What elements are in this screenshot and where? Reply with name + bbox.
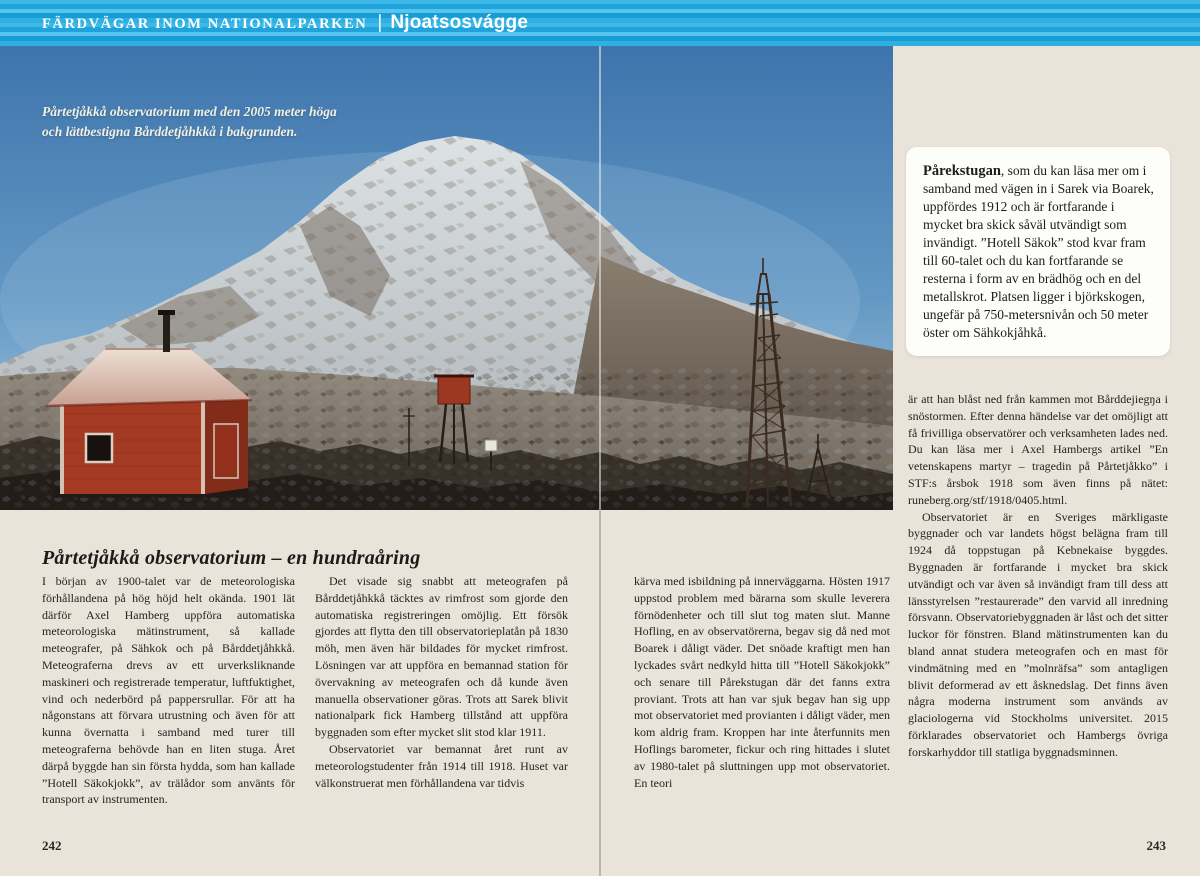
hut-door: [214, 424, 238, 478]
text-column-1: [42, 573, 295, 851]
photo-caption-line1: Pårtetjåkkå observatorium med den 2005 meter höga: [42, 104, 337, 119]
paragraph: Det visade sig snabbt att meteografen på Bårddetjåhkkå täcktes av rimfrost som gjorde den automatiska registreringen omöjlig. Ett försök gjordes att flytta den till observatorieplatån på 1830 möh, men även här bildades för mycket rimfrost. Lösningen var att uppföra en bemannad station för övervakning av meteografen och då kunde även manuella observationer göras. Trots att Sarek blivit nationalpark fick Hamberg tillstånd att uppföra byggnaden som efter mycket slit stod klar 1911.: [315, 574, 568, 740]
infobox-paragraph: [923, 162, 1154, 342]
parekstugan-infobox: [906, 147, 1170, 356]
hut-window: [86, 434, 112, 462]
article-heading: Pårtetjåkkå observatorium – en hundraåring: [42, 547, 421, 570]
section-header-text: [0, 12, 528, 34]
paragraph: I början av 1900-talet var de meteorologiska förhållandena på hög höjd helt okända. 1901 lät därför Axel Hamberg uppföra automatiska meteorologiska mätinstrument, så kallade meteografer, på Sähkok och på Bårddetjåhkkå. Meteograferna drevs av ett urverksliknande maskineri och registrerade temperatur, luftfuktighet, vind och nederbörd på pappersrullar. För att ha någonstans att förvara utrustning och även för att kunna övernatta i samband med turer till meteograferna behövde han en liten stuga. Året därpå byggde han sin första hydda, som han kallade ”Hotell Säkokjokk”, av trälådor som använts för transport av instrumenten.: [42, 574, 295, 807]
page-number-right: 243: [1146, 838, 1166, 853]
page-gutter-over-photo: [599, 46, 601, 510]
text-column-4: [908, 391, 1168, 839]
infobox-body: , som du kan läsa mer om i samband med vägen in i Sarek via Boarek, uppfördes 1912 och är fortfarande i mycket bra skick såväl utvändigt som invändigt. ”Hotell Säkok” stod kvar fram till 60-talet och du kan fortfarande se resterna i form av en brädhög och en del metallskrot. Platsen ligger i björkskogen, ungefär på 750-metersnivån och 50 meter öster om Sähkokjåhkå.: [923, 163, 1154, 340]
text-column-2: [315, 573, 568, 851]
photo-caption: [42, 102, 462, 143]
header-valley-name: Njoatsosvágge: [390, 12, 529, 33]
infobox-lead: Pårekstugan: [923, 163, 1001, 179]
paragraph: är att han blåst ned från kammen mot Bårddejiegŋa i snöstormen. Efter denna händelse var det omöjligt att få frivilliga observatörer och verksamheten lades ned. Du kan läsa mer i Axel Hambergs artikel ”En vetenskapens martyr – tragedin på Pårtetjåkko” i STF:s årsbok 1918 som även finns på nätet: runeberg.org/stf/1918/0405.html.: [908, 392, 1168, 507]
paragraph: Observatoriet var bemannat året runt av meteorologstudenter från 1914 till 1918. Huset var välkonstruerat men förhållandena var tidvis: [315, 741, 568, 790]
text-column-3: [634, 573, 890, 851]
paragraph: kärva med isbildning på innerväggarna. Hösten 1917 uppstod problem med bärarna som skulle leverera förnödenheter och till slut tog maten slut. Manne Hofling, en av observatörerna, begav sig då ned mot Boarek i dåligt väder. Det snöade kraftigt men han lyckades svårt nedkyld hitta till ”Hotell Säkokjokk” och senare till Pårekstugan där det fanns extra proviant. Trots att han var sjuk begav han sig upp mot observatoriet med provianten i dåligt väder, men kom aldrig fram. Kroppen har inte återfunnits men Hoflings barometer, fickur och ring hittades i slutet av 1980-talet på sluttningen upp mot observatoriet. En teori: [634, 574, 890, 790]
header-separator: |: [377, 12, 383, 33]
observatory-photo: [0, 46, 893, 510]
header-kicker: FÄRDVÄGAR INOM NATIONALPARKEN: [42, 16, 368, 32]
paragraph: Observatoriet är en Sveriges märkligaste byggnader och var landets högst belägna fram till 1924 då toppstugan på Kebnekaise byggdes. Byggnaden är fortfarande i mycket bra skick utvändigt och var även så invändigt fram till dess att länsstyrelsen ”restaurerade” den varvid all inredning försvann. Observatoriebyggnaden är låst och det sitter luckor för fönstren. Bland mätinstrumenten kan du bland annat studera meteografen och en mast för vindmätning med en ”molnräfsa” som antagligen blivit deformerad av ett åsknedslag. Det finns även några moderna instrument som används av glaciologerna vid Stockholms universitet. 2015 förklarades observatoriet och Hambergs övriga forskarhyddor till statliga byggnadsminnen.: [908, 509, 1168, 759]
page-number-left: 242: [42, 838, 62, 853]
section-header-bar: [0, 0, 1200, 46]
photo-caption-line2: och lättbestigna Bårddetjåhkkå i bakgrunden.: [42, 124, 298, 140]
